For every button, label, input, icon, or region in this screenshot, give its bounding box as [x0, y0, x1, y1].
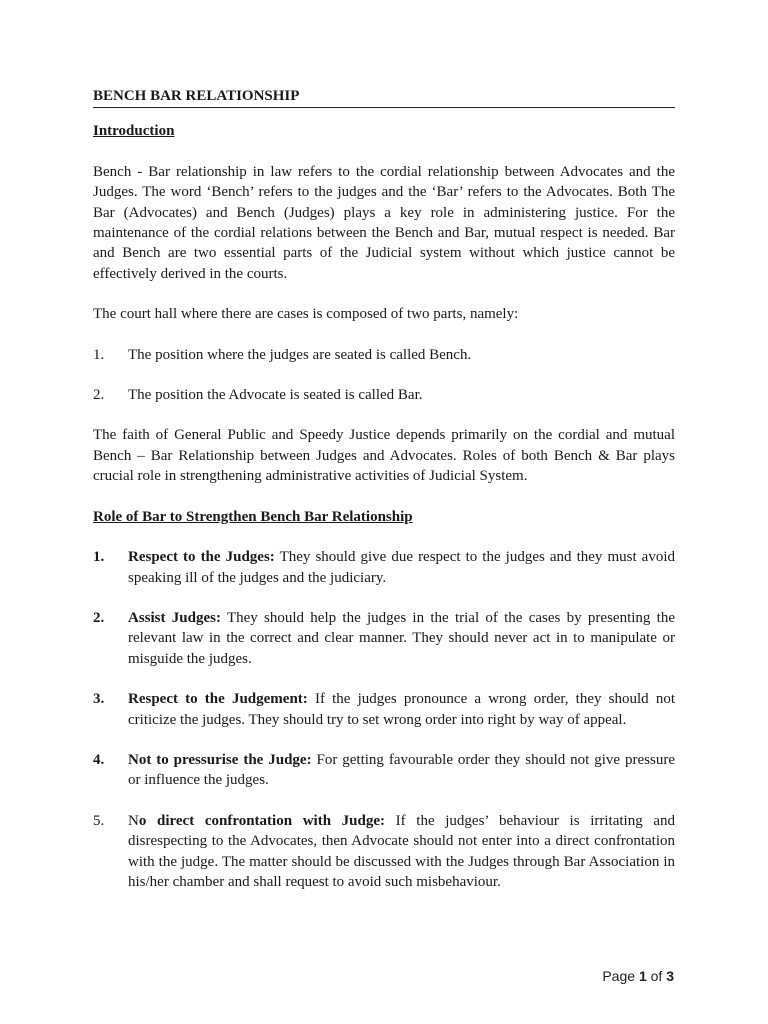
- role-lead: Assist Judges:: [128, 609, 221, 626]
- list-number: 1.: [93, 549, 105, 566]
- role-heading: Role of Bar to Strengthen Bench Bar Relationship: [93, 508, 413, 525]
- current-page-number: 1: [638, 968, 647, 984]
- introduction-heading: Introduction: [93, 123, 175, 140]
- list-number: 1.: [93, 346, 105, 363]
- court-parts-list: [93, 345, 675, 406]
- list-item: [93, 385, 675, 405]
- faith-paragraph: The faith of General Public and Speedy Justice depends primarily on the cordial and mutual Bench – Bar Relationship between Judges and Advocates. Roles of both Bench & Bar plays crucial role in strengthening administrative activities of Judicial System.: [93, 427, 675, 485]
- court-hall-paragraph: The court hall where there are cases is composed of two parts, namely:: [93, 306, 519, 323]
- role-text: If the judges’ behaviour is irritating and disrespecting to the Advocates, then Advocate should not enter into a direct confrontation with the judge. The matter should be discussed with the Judges through Bar Association in his/her chamber and shall request to avoid such misbehaviour.: [128, 812, 675, 890]
- role-text: If the judges pronounce a wrong order, they should not criticize the judges. They should try to set wrong order into right by way of appeal.: [128, 691, 675, 728]
- list-number: 3.: [93, 691, 105, 708]
- role-lead: Respect to the Judges:: [128, 549, 275, 566]
- intro-paragraph: Bench - Bar relationship in law refers to the cordial relationship between Advocates and the Judges. The word ‘Bench’ refers to the judges and the ‘Bar’ refers to the Advocates. Both The Bar (Advocates) and Bench (Judges) plays a key role in administering justice. For the maintenance of the cordial relations between the Bench and Bar, mutual respect is needed. Bar and Bench are two essential parts of the Judicial system without which justice cannot be effectively derived in the courts.: [93, 163, 675, 282]
- list-text: The position where the judges are seated is called Bench.: [128, 346, 472, 363]
- list-number: 4.: [93, 751, 105, 768]
- list-item: [93, 750, 675, 791]
- list-item: [93, 689, 675, 730]
- role-text: For getting favourable order they should not give pressure or influence the judges.: [128, 751, 675, 789]
- list-text: The position the Advocate is seated is called Bar.: [128, 387, 423, 404]
- page-label: Page: [602, 968, 636, 984]
- total-pages-number: 3: [666, 968, 674, 984]
- list-number: 2.: [93, 609, 105, 626]
- of-label: of: [650, 968, 663, 984]
- list-number: 5.: [93, 812, 105, 829]
- role-text: They should give due respect to the judges and they must avoid speaking ill of the judges and the judiciary.: [128, 549, 675, 586]
- list-item: [93, 547, 675, 588]
- page-footer: [602, 968, 674, 984]
- document-title: BENCH BAR RELATIONSHIP: [93, 86, 675, 108]
- document-page: [93, 86, 675, 912]
- role-text: They should help the judges in the trial of the cases by presenting the relevant law in the correct and clear manner. They should never act in to manipulate or misguide the judges.: [128, 609, 675, 667]
- roles-list: [93, 547, 675, 892]
- list-number: 2.: [93, 387, 105, 404]
- role-lead: o direct confrontation with Judge:: [138, 812, 386, 829]
- list-item: [93, 345, 675, 365]
- list-item: [93, 811, 675, 893]
- role-lead: Respect to the Judgement:: [128, 691, 308, 708]
- role-lead-first-letter: N: [128, 812, 139, 829]
- list-item: [93, 608, 675, 669]
- role-lead: Not to pressurise the Judge:: [128, 751, 312, 768]
